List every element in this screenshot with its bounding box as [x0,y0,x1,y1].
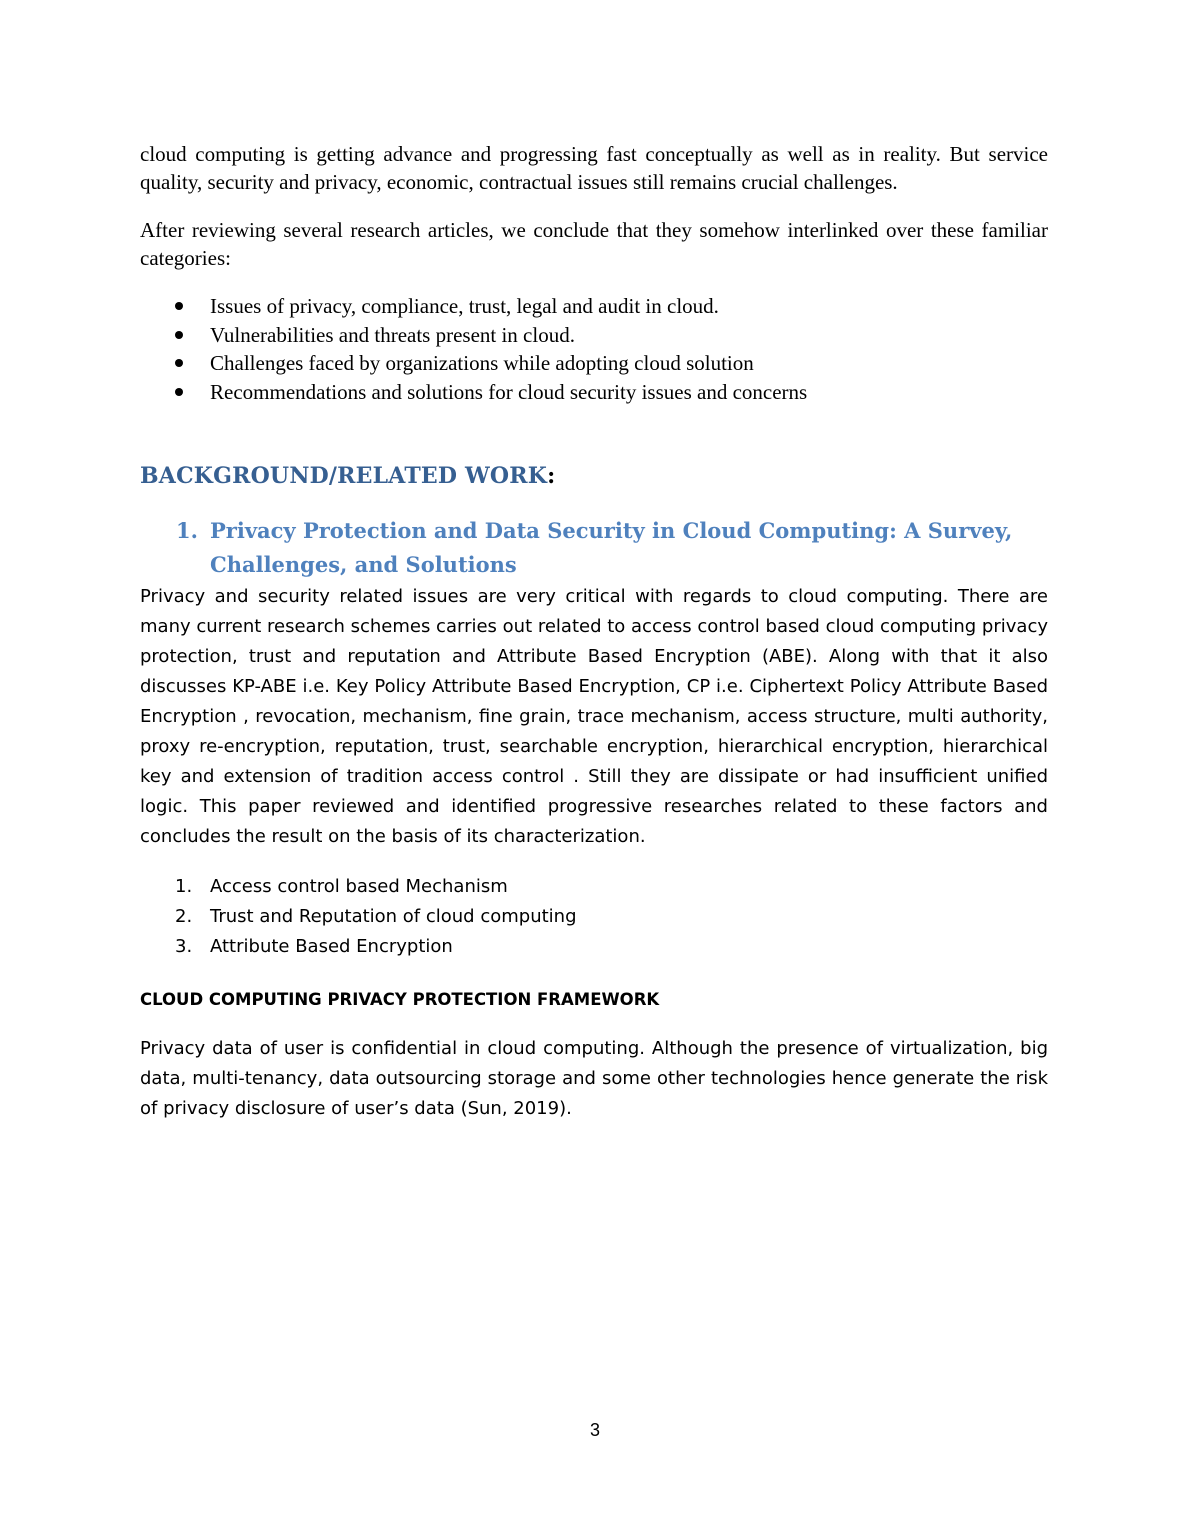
bullet-item: Recommendations and solutions for cloud security issues and concerns [140,378,1048,407]
section-body-paragraph: Privacy and security related issues are very critical with regards to cloud computing. There are many current research schemes carries out related to access control based cloud computing privacy protection, trust and reputation and Attribute Based Encryption (ABE). Along with that it also discusses KP-ABE i.e. Key Policy Attribute Based Encryption, CP i.e. Ciphertext Policy Attribute Based Encryption , revocation, mechanism, fine grain, trace mechanism, access structure, multi authority, proxy re-encryption, reputation, trust, searchable encryption, hierarchical encryption, hierarchical key and extension of tradition access control . Still they are dissipate or had insufficient unified logic. This paper reviewed and identified progressive researches related to these factors and concludes the result on the basis of its characterization. [140,586,1048,847]
numbered-list-item: 2. Trust and Reputation of cloud computing [175,906,577,927]
intro-paragraph-1: cloud computing is getting advance and progressing fast conceptually as well as in reality. But service quality, security and privacy, economic, contractual issues still remains crucial challenges. [140,142,1048,194]
bullet-item: Challenges faced by organizations while adopting cloud solution [140,349,1048,378]
bullet-dot-icon [175,359,183,367]
subsection-heading [140,514,1048,582]
numbered-list-item: 3. Attribute Based Encryption [175,936,453,957]
subsection-title-line-2: Challenges, and Solutions [210,552,517,577]
bullet-item: Issues of privacy, compliance, trust, legal and audit in cloud. [140,292,1048,321]
page-content [140,140,1048,1124]
numbered-list [140,872,1048,962]
subsection-title-line-1: Privacy Protection and Data Security in Cloud Computing: A Survey, [210,518,1013,543]
bullet-item: Vulnerabilities and threats present in cloud. [140,321,1048,350]
framework-paragraph: Privacy data of user is confidential in cloud computing. Although the presence of virtualization, big data, multi-tenancy, data outsourcing storage and some other technologies hence generate the risk of privacy disclosure of user’s data (Sun, 2019). [140,1038,1048,1119]
intro-paragraph-2: After reviewing several research articles, we conclude that they somehow interlinked over these familiar categories: [140,218,1048,270]
numbered-list-item: 1. Access control based Mechanism [175,876,508,897]
bullet-dot-icon [175,302,183,310]
section-heading: BACKGROUND/RELATED WORK: [140,463,556,489]
subsection-number: 1. [176,518,198,543]
page-number: 3 [589,1420,600,1440]
bullet-dot-icon [175,331,183,339]
bullet-dot-icon [175,388,183,396]
category-bullet-list [140,292,1048,406]
framework-title: CLOUD COMPUTING PRIVACY PROTECTION FRAMEWORK [140,990,660,1009]
